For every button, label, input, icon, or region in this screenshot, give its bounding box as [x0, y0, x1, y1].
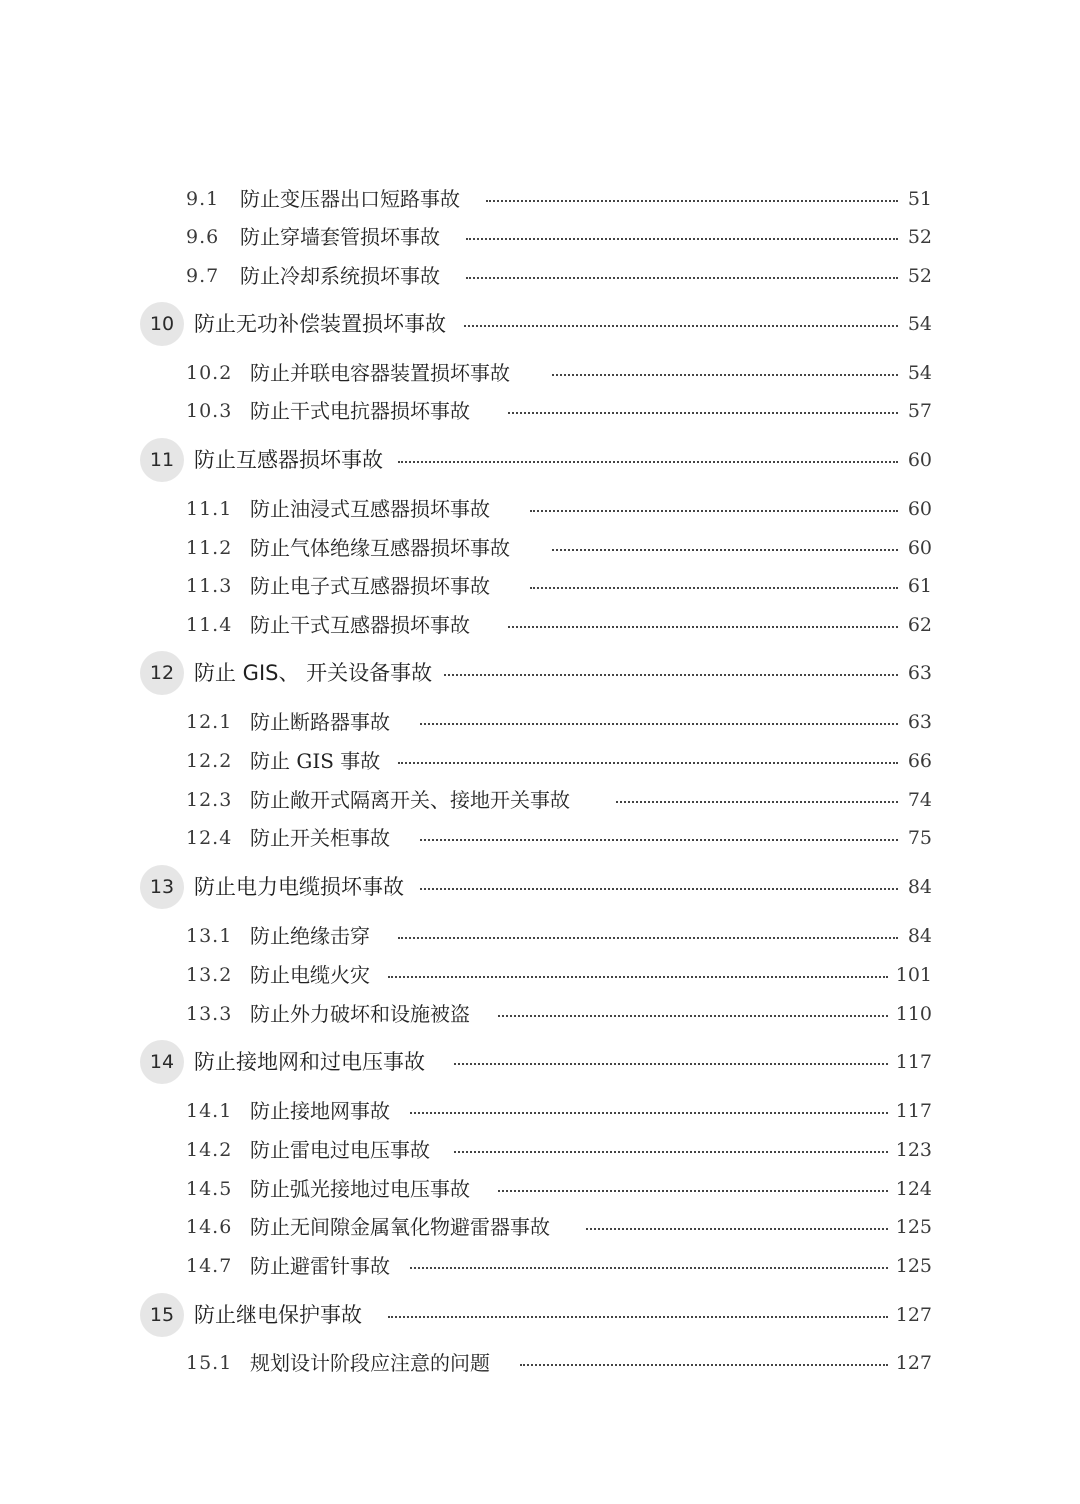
section-title: 防止气体绝缘互感器损坏事故 — [250, 536, 510, 560]
toc-chapter-11[interactable] — [0, 441, 1080, 479]
dot-leader — [520, 1344, 888, 1382]
section-title: 防止绝缘击穿 — [250, 924, 370, 948]
chapter-title: 防止 GIS、 开关设备事故 — [194, 661, 433, 685]
dot-leader — [444, 654, 898, 692]
toc-entry-11-2[interactable] — [0, 529, 1080, 567]
page-number: 60 — [907, 537, 932, 559]
page-number: 63 — [907, 662, 932, 684]
page-number: 125 — [895, 1216, 932, 1238]
chapter-title: 防止互感器损坏事故 — [194, 448, 383, 472]
section-number: 11.3 — [186, 575, 233, 597]
section-title: 防止冷却系统损坏事故 — [240, 264, 440, 288]
chapter-number-badge: 12 — [140, 651, 184, 695]
toc-chapter-15[interactable] — [0, 1296, 1080, 1334]
dot-leader — [420, 703, 898, 741]
section-number: 14.7 — [186, 1255, 233, 1277]
section-title: 防止弧光接地过电压事故 — [250, 1177, 470, 1201]
chapter-number-badge: 13 — [140, 865, 184, 909]
dot-leader — [486, 180, 898, 218]
toc-entry-12-3[interactable] — [0, 781, 1080, 819]
page-number: 54 — [907, 313, 932, 335]
toc-chapter-14[interactable] — [0, 1043, 1080, 1081]
dot-leader — [552, 354, 898, 392]
dot-leader — [388, 956, 888, 994]
dot-leader — [616, 781, 898, 819]
toc-entry-9-7[interactable] — [0, 257, 1080, 295]
section-title: 防止避雷针事故 — [250, 1254, 390, 1278]
section-number: 11.1 — [186, 498, 233, 520]
chapter-number-badge: 14 — [140, 1040, 184, 1084]
dot-leader — [398, 917, 898, 955]
dot-leader — [398, 441, 898, 479]
section-number: 10.3 — [186, 400, 233, 422]
page-number: 101 — [895, 964, 932, 986]
dot-leader — [388, 1296, 888, 1334]
page-number: 51 — [907, 188, 932, 210]
section-number: 12.1 — [186, 711, 233, 733]
section-title: 防止接地网事故 — [250, 1099, 390, 1123]
dot-leader — [498, 995, 888, 1033]
dot-leader — [398, 742, 898, 780]
page-number: 60 — [907, 449, 932, 471]
toc-entry-10-2[interactable] — [0, 354, 1080, 392]
page-number: 124 — [895, 1178, 932, 1200]
section-number: 10.2 — [186, 362, 233, 384]
toc-chapter-12[interactable] — [0, 654, 1080, 692]
section-title: 防止无间隙金属氧化物避雷器事故 — [250, 1215, 550, 1239]
section-number: 15.1 — [186, 1352, 233, 1374]
page-number: 75 — [907, 827, 932, 849]
page-number: 117 — [895, 1051, 932, 1073]
section-number: 13.2 — [186, 964, 233, 986]
chapter-title: 防止继电保护事故 — [194, 1303, 362, 1327]
dot-leader — [454, 1131, 888, 1169]
section-number: 12.3 — [186, 789, 233, 811]
toc-entry-11-4[interactable] — [0, 606, 1080, 644]
toc-entry-15-1[interactable] — [0, 1344, 1080, 1382]
section-number: 12.2 — [186, 750, 233, 772]
dot-leader — [508, 392, 898, 430]
section-title: 防止干式互感器损坏事故 — [250, 613, 470, 637]
chapter-number-badge: 10 — [140, 302, 184, 346]
toc-entry-13-2[interactable] — [0, 956, 1080, 994]
dot-leader — [466, 218, 898, 256]
section-number: 14.5 — [186, 1178, 233, 1200]
page-number: 60 — [907, 498, 932, 520]
toc-entry-10-3[interactable] — [0, 392, 1080, 430]
toc-entry-12-1[interactable] — [0, 703, 1080, 741]
page-number: 57 — [907, 400, 932, 422]
page-number: 84 — [907, 876, 932, 898]
toc-entry-14-1[interactable] — [0, 1092, 1080, 1130]
page-number: 52 — [907, 265, 932, 287]
page-number: 84 — [907, 925, 932, 947]
toc-entry-12-4[interactable] — [0, 819, 1080, 857]
section-number: 14.2 — [186, 1139, 233, 1161]
section-number: 14.1 — [186, 1100, 233, 1122]
dot-leader — [410, 1092, 888, 1130]
section-number: 9.6 — [186, 226, 220, 248]
page-number: 117 — [895, 1100, 932, 1122]
chapter-title: 防止电力电缆损坏事故 — [194, 875, 404, 899]
section-number: 13.3 — [186, 1003, 233, 1025]
toc-entry-12-2[interactable] — [0, 742, 1080, 780]
toc-entry-14-2[interactable] — [0, 1131, 1080, 1169]
section-title: 防止 GIS 事故 — [250, 749, 381, 773]
page-number: 54 — [907, 362, 932, 384]
dot-leader — [454, 1043, 888, 1081]
section-number: 11.4 — [186, 614, 233, 636]
page-number: 63 — [907, 711, 932, 733]
dot-leader — [586, 1208, 888, 1246]
dot-leader — [530, 567, 898, 605]
dot-leader — [420, 819, 898, 857]
dot-leader — [498, 1170, 888, 1208]
toc-entry-14-6[interactable] — [0, 1208, 1080, 1246]
section-title: 防止并联电容器装置损坏事故 — [250, 361, 510, 385]
page-number: 127 — [895, 1304, 932, 1326]
page-number: 74 — [907, 789, 932, 811]
section-number: 13.1 — [186, 925, 233, 947]
dot-leader — [508, 606, 898, 644]
section-title: 防止断路器事故 — [250, 710, 390, 734]
section-number: 14.6 — [186, 1216, 233, 1238]
section-title: 防止穿墙套管损坏事故 — [240, 225, 440, 249]
page-number: 52 — [907, 226, 932, 248]
dot-leader — [552, 529, 898, 567]
page-number: 127 — [895, 1352, 932, 1374]
toc-entry-11-3[interactable] — [0, 567, 1080, 605]
section-title: 防止干式电抗器损坏事故 — [250, 399, 470, 423]
page-number: 62 — [907, 614, 932, 636]
section-title: 规划设计阶段应注意的问题 — [250, 1351, 490, 1375]
section-number: 11.2 — [186, 537, 233, 559]
section-title: 防止电缆火灾 — [250, 963, 370, 987]
page-number: 125 — [895, 1255, 932, 1277]
page-number: 123 — [895, 1139, 932, 1161]
chapter-number-badge: 11 — [140, 438, 184, 482]
toc-entry-14-5[interactable] — [0, 1170, 1080, 1208]
chapter-title: 防止无功补偿装置损坏事故 — [194, 312, 446, 336]
page-number: 110 — [895, 1003, 932, 1025]
section-number: 9.7 — [186, 265, 220, 287]
section-number: 12.4 — [186, 827, 233, 849]
section-title: 防止敞开式隔离开关、接地开关事故 — [250, 788, 570, 812]
section-title: 防止油浸式互感器损坏事故 — [250, 497, 490, 521]
dot-leader — [410, 1247, 888, 1285]
section-title: 防止开关柜事故 — [250, 826, 390, 850]
toc-entry-11-1[interactable] — [0, 490, 1080, 528]
dot-leader — [466, 257, 898, 295]
toc-entry-9-6[interactable] — [0, 218, 1080, 256]
chapter-title: 防止接地网和过电压事故 — [194, 1050, 425, 1074]
toc-entry-13-3[interactable] — [0, 995, 1080, 1033]
toc-chapter-13[interactable] — [0, 868, 1080, 906]
toc-entry-13-1[interactable] — [0, 917, 1080, 955]
section-title: 防止电子式互感器损坏事故 — [250, 574, 490, 598]
dot-leader — [530, 490, 898, 528]
toc-chapter-10[interactable] — [0, 305, 1080, 343]
section-number: 9.1 — [186, 188, 220, 210]
page-number: 66 — [907, 750, 932, 772]
section-title: 防止外力破坏和设施被盗 — [250, 1002, 470, 1026]
section-title: 防止雷电过电压事故 — [250, 1138, 430, 1162]
dot-leader — [464, 305, 898, 343]
toc-entry-14-7[interactable] — [0, 1247, 1080, 1285]
section-title: 防止变压器出口短路事故 — [240, 187, 460, 211]
toc-entry-9-1[interactable] — [0, 180, 1080, 218]
dot-leader — [420, 868, 898, 906]
chapter-number-badge: 15 — [140, 1293, 184, 1337]
page-number: 61 — [907, 575, 932, 597]
